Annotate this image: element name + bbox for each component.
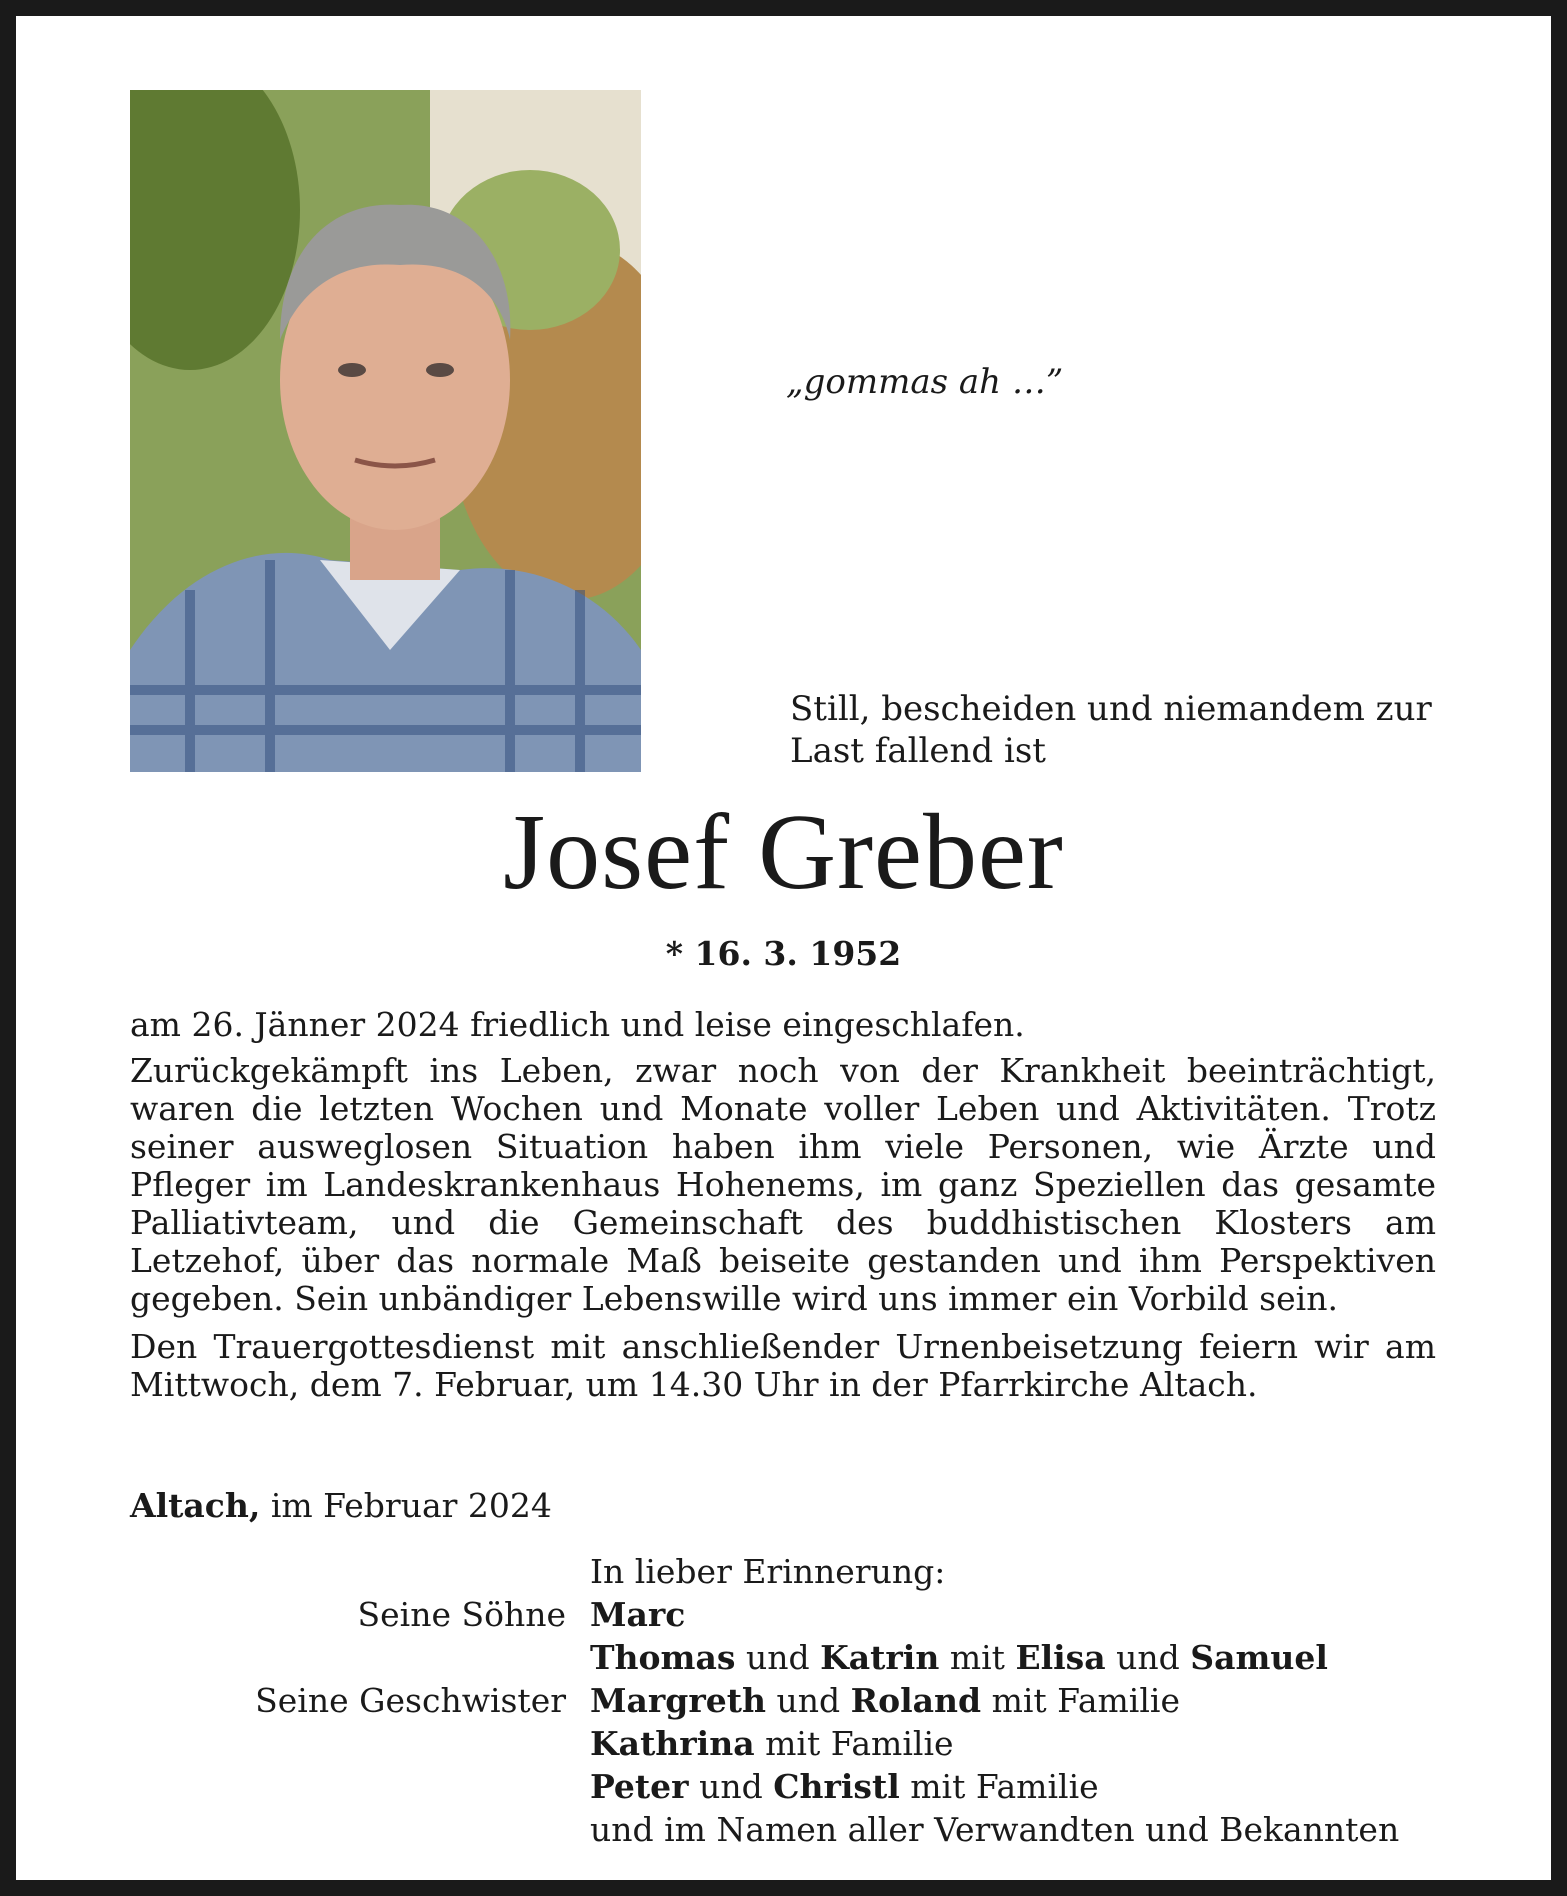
partner-name: Roland (850, 1681, 982, 1720)
intro-line: Still, bescheiden und niemandem zur (790, 689, 1432, 729)
connector: und (1116, 1638, 1180, 1677)
place-date (130, 1486, 552, 1525)
paragraph: am 26. Jänner 2024 friedlich und leise eingeschlafen. (130, 1005, 1025, 1044)
sibling-name: Margreth (590, 1681, 766, 1720)
sons-label: Seine Söhne (357, 1595, 566, 1634)
family-suffix: mit Familie (910, 1767, 1099, 1806)
connector: und (776, 1681, 841, 1720)
birth-date: * 16. 3. 1952 (665, 934, 902, 973)
siblings-label: Seine Geschwister (255, 1681, 566, 1720)
intro-text (790, 688, 1470, 772)
portrait-illustration (130, 90, 641, 772)
obituary-body (130, 1006, 1436, 1414)
family-suffix: mit Familie (991, 1681, 1180, 1720)
mourners-list (0, 1550, 1567, 1851)
deceased-name: Josef Greber (503, 793, 1064, 912)
place-date-text: im Februar 2024 (270, 1486, 552, 1525)
grandchild-name: Samuel (1190, 1638, 1328, 1677)
portrait-photo (130, 90, 641, 772)
partner-name: Katrin (820, 1638, 940, 1677)
son-name: Marc (590, 1595, 686, 1634)
sibling-name: Peter (590, 1767, 689, 1806)
son-name: Thomas (590, 1638, 736, 1677)
connector: mit (949, 1638, 1005, 1677)
partner-name: Christl (773, 1767, 900, 1806)
paragraph: Den Trauergottesdienst mit anschließender Urnenbeisetzung feiern wir am Mittwoch, dem 7. Februar, um 14.30 Uhr in der Pfarrkirche Altach. (130, 1327, 1436, 1404)
quote: „gommas ah …” (786, 362, 1064, 402)
sibling-name: Kathrina (590, 1724, 755, 1763)
connector: und (699, 1767, 763, 1806)
place-city: Altach, (130, 1486, 261, 1525)
intro-line: Last fallend ist (790, 731, 1046, 771)
connector: und (745, 1638, 810, 1677)
closing-line: und im Namen aller Verwandten und Bekannten (590, 1810, 1400, 1849)
memory-line: In lieber Erinnerung: (590, 1552, 946, 1591)
paragraph: Zurückgekämpft ins Leben, zwar noch von der Krankheit beeinträchtigt, waren die letzten Wochen und Monate voller Leben und Aktivitäten. Trotz seiner ausweglosen Situation haben ihm viele Personen, wie Ärzte und Pfleger im Landeskrankenhaus Hohenems, im ganz Speziellen das gesamte Palliativteam, und die Gemeinschaft des buddhistischen Klosters am Letzehof, über das normale Maß beiseite gestanden und ihm Perspektiven gegeben. Sein unbändiger Lebenswille wird uns immer ein Vorbild sein. (130, 1051, 1436, 1318)
family-suffix: mit Familie (765, 1724, 954, 1763)
grandchild-name: Elisa (1015, 1638, 1106, 1677)
